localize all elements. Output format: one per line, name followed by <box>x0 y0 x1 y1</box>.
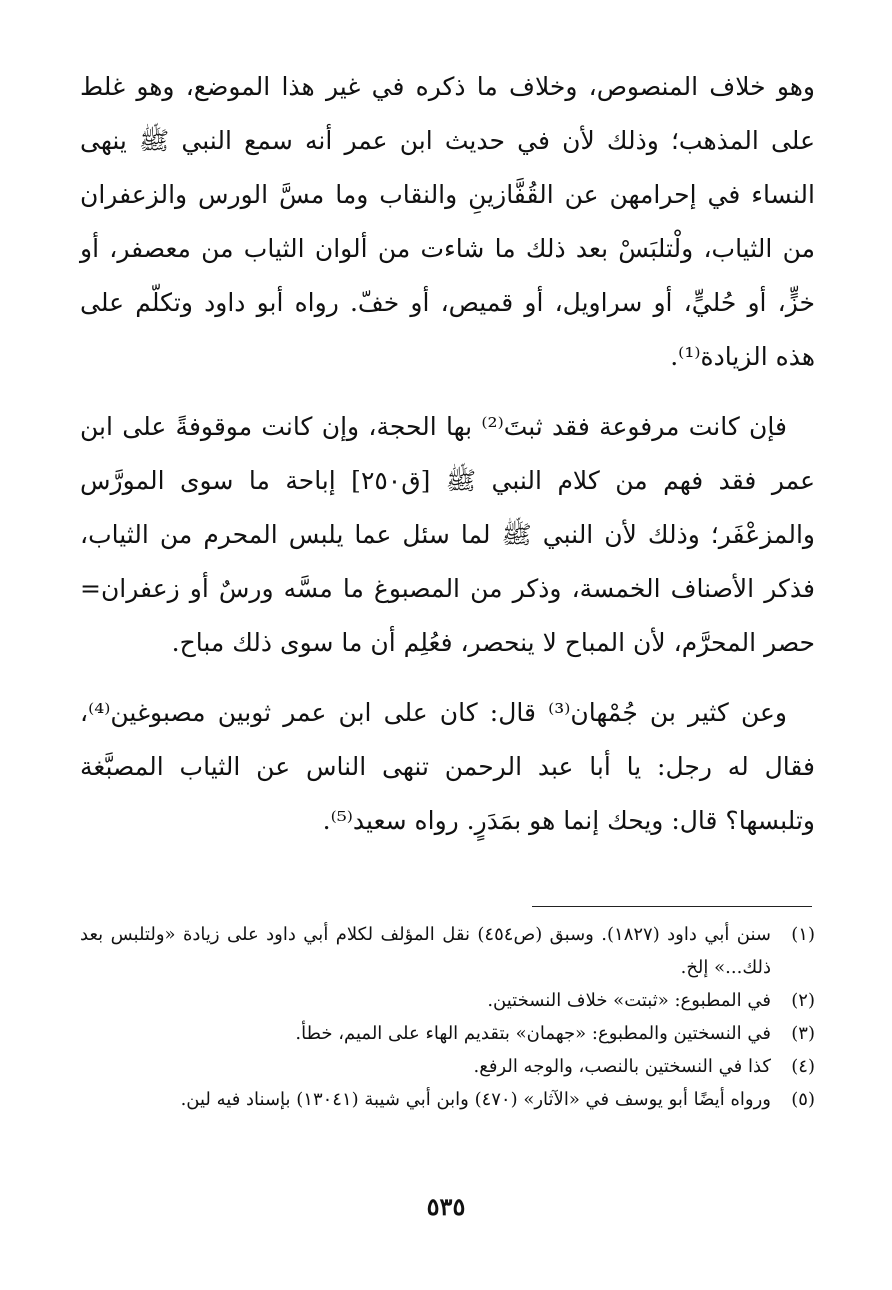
footnote-4 <box>80 1050 815 1083</box>
page-number: ٥٣٥ <box>426 1192 466 1221</box>
footnote-text: كذا في النسختين بالنصب، والوجه الرفع. <box>473 1056 771 1077</box>
footnote-text: ورواه أيضًا أبو يوسف في «الآثار» (٤٧٠) وابن أبي شيبة (١٣٠٤١) بإسناد فيه لين. <box>180 1089 771 1110</box>
footnotes <box>80 918 815 1116</box>
footnote-number: (٣) <box>791 1023 815 1044</box>
footnote-number: (٤) <box>791 1056 815 1077</box>
footnote-number: (٥) <box>791 1089 815 1110</box>
footnote-number: (١) <box>791 924 815 945</box>
footnote-number: (٢) <box>791 990 815 1011</box>
footnote-text: سنن أبي داود (١٨٢٧). وسبق (ص٤٥٤) نقل المؤلف لكلام أبي داود على زيادة «ولتلبس بعد ذلك...» إلخ. <box>80 924 771 978</box>
footnote-2 <box>80 984 815 1017</box>
footnote-text: في المطبوع: «ثبتت» خلاف النسختين. <box>487 990 771 1011</box>
paragraph-1: وهو خلاف المنصوص، وخلاف ما ذكره في غير هذا الموضع، وهو غلط على المذهب؛ وذلك لأن في حديث ابن عمر أنه سمع النبي ﷺ ينهى النساء في إحرامهن عن القُفَّازينِ والنقاب وما مسَّ الورس والزعفران من الثياب، ولْتلبَسْ بعد ذلك ما شاءت من ألوان الثياب من معصفر، أو خزٍّ، أو حُليٍّ، أو سراويل، أو قميص، أو خفّ. رواه أبو داود وتكلّم على هذه الزيادة⁽¹⁾. <box>80 72 815 371</box>
main-text <box>80 60 815 864</box>
footnote-3 <box>80 1017 815 1050</box>
footnote-separator <box>532 906 812 907</box>
paragraph-2: فإن كانت مرفوعة فقد ثبتَ⁽²⁾ بها الحجة، وإن كانت موقوفةً على ابن عمر فقد فهم من كلام النبي ﷺ [ق٢٥٠] إباحة ما سوى المورَّس والمزعْفَر؛ وذلك لأن النبي ﷺ لما سئل عما يلبس المحرم من الثياب، فذكر الأصناف الخمسة، وذكر من المصبوغ ما مسَّه ورسٌ أو زعفران= حصر المحرَّم، لأن المباح لا ينحصر، فعُلِم أن ما سوى ذلك مباح. <box>80 412 815 657</box>
footnote-5 <box>80 1083 815 1116</box>
footnote-1 <box>80 918 815 984</box>
footnote-text: في النسختين والمطبوع: «جهمان» بتقديم الهاء على الميم، خطأ. <box>295 1023 771 1044</box>
paragraph-3: وعن كثير بن جُمْهان⁽³⁾ قال: كان على ابن عمر ثوبين مصبوغين⁽⁴⁾، فقال له رجل: يا أبا عبد الرحمن تنهى الناس عن الثياب المصبَّغة وتلبسها؟ قال: ويحك إنما هو بمَدَرٍ. رواه سعيد⁽⁵⁾. <box>80 698 815 835</box>
